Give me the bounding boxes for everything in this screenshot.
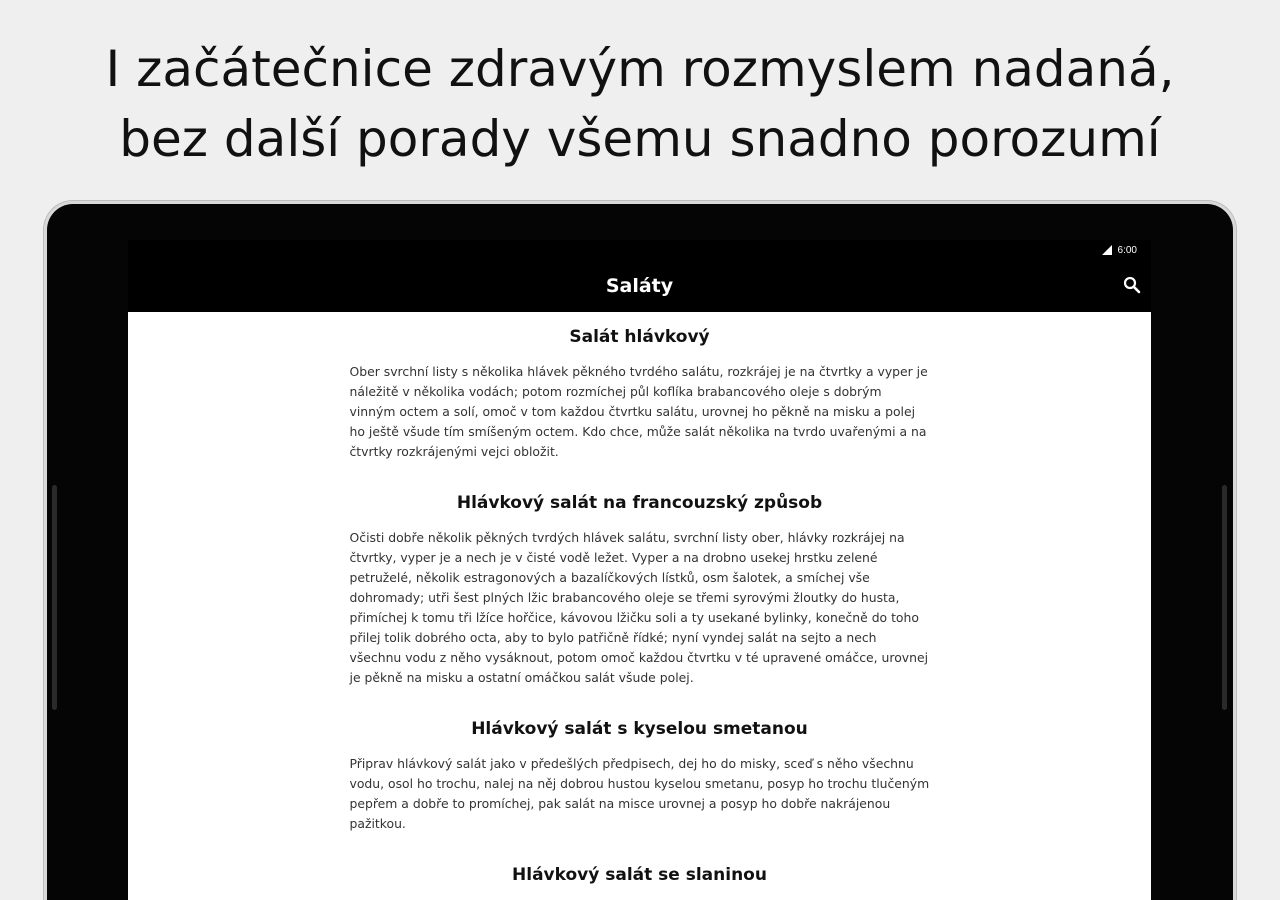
- recipe-title: Hlávkový salát na francouzský způsob: [456, 493, 823, 513]
- tablet-side-button-right: [1222, 485, 1227, 710]
- recipe-text: Ober svrchní listy s několika hlávek pěkného tvrdého salátu, rozkrájej je na čtvrtky a vyper je náležitě v několika vodách; potom rozmíchej půl koflíka brabancového oleje s dobrým vinným octem a solí, omoč v tom každou čtvrtku salátu, urovnej ho pěkně na misku a polej ho ještě všude tím smíšeným octem. Kdo chce, může salát několika na tvrdo uvařenými a na čtvrtky rozkrájenými vejci obložit.: [349, 364, 928, 459]
- recipe-item: [350, 326, 930, 462]
- status-bar: [128, 240, 1151, 260]
- recipe-title: Hlávkový salát s kyselou smetanou: [471, 719, 808, 739]
- toolbar-title: Saláty: [605, 275, 674, 297]
- signal-icon: [1102, 245, 1112, 255]
- app-toolbar: [128, 260, 1151, 312]
- promo-headline: [0, 34, 1280, 174]
- tablet-screen: [128, 240, 1151, 900]
- search-icon[interactable]: [1123, 276, 1141, 294]
- tablet-side-button-left: [52, 485, 57, 710]
- promo-headline-line-1: I začátečnice zdravým rozmyslem nadaná,: [105, 40, 1175, 98]
- recipe-title: Salát hlávkový: [569, 327, 710, 347]
- recipe-item: [350, 718, 930, 834]
- recipe-text: Očisti dobře několik pěkných tvrdých hlávek salátu, svrchní listy ober, hlávky rozkrájej na čtvrtky, vyper je a nech je v čisté vodě ležet. Vyper a na drobno usekej hrstku zelené petruželé, několik estragonových a bazalíčkových lístků, osm šalotek, a smíchej vše dohromady; utři šest plných lžic brabancového oleje se třemi syrovými žloutky do husta, přimíchej k tomu tři lžíce hořčice, kávovou lžičku soli a ty usekané bylinky, konečně do toho přilej tolik dobrého octa, aby to bylo patřičně řídké; nyní vyndej salát na sejto a nech všechnu vodu z něho vysáknout, potom omoč každou čtvrtku v té upravené omáčce, urovnej je pěkně na misku a ostatní omáčkou salát všude polej.: [349, 530, 929, 685]
- recipe-list[interactable]: [350, 312, 930, 886]
- recipe-item: [350, 492, 930, 688]
- status-time: 6:00: [1117, 244, 1137, 256]
- recipe-item: [350, 864, 930, 886]
- promo-headline-line-2: bez další porady všemu snadno porozumí: [119, 110, 1161, 168]
- recipe-title: Hlávkový salát se slaninou: [512, 865, 767, 885]
- recipe-text: Připrav hlávkový salát jako v předešlých předpisech, dej ho do misky, sceď s něho všechnu vodu, osol ho trochu, nalej na něj dobrou hustou kyselou smetanu, posyp ho trochu tlučeným pepřem a dobře to promíchej, pak salát na misce urovnej a posyp ho dobře nakrájenou pažitkou.: [349, 756, 930, 831]
